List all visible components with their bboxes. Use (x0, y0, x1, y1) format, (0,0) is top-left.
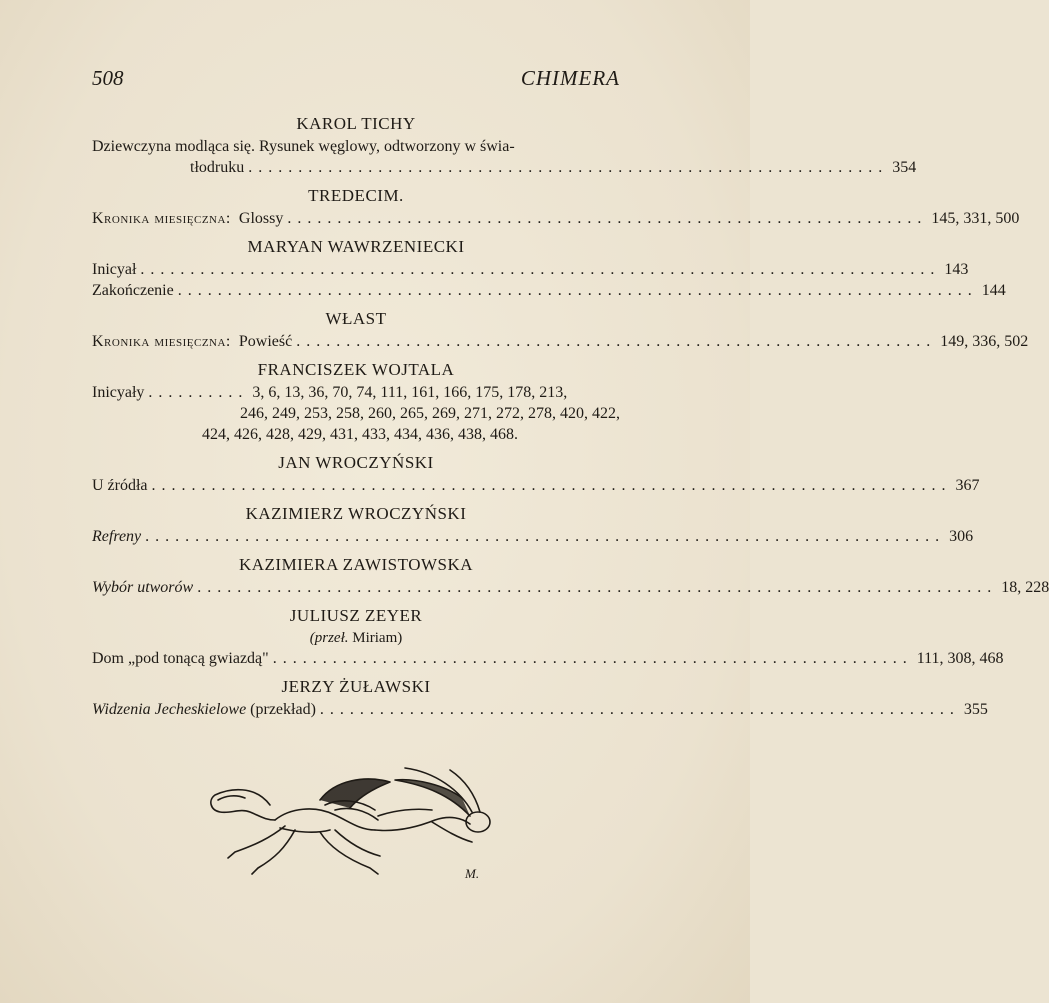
dot-leader: ................................................................ (272, 650, 913, 667)
index-row (92, 648, 1004, 669)
index-row (92, 577, 1049, 598)
translator-prefix: (przeł. (309, 630, 349, 646)
index-row (92, 331, 1029, 352)
author-heading: WŁAST (325, 309, 387, 328)
entry-label: Widzenia Jecheskielowe (92, 701, 247, 718)
entry-label: Glossy (238, 210, 284, 227)
dot-leader: ................................................................ (287, 210, 928, 227)
page-refs: 149, 336, 502 (940, 333, 1029, 350)
author-heading: FRANCISZEK WOJTALA (257, 360, 455, 379)
entry-label: Inicyał (92, 261, 137, 278)
page-refs: 144 (981, 282, 1006, 299)
page-refs: 143 (944, 261, 969, 278)
author-heading: TREDECIM. (308, 186, 404, 205)
section-prefix: Kronika miesięczna: (92, 210, 231, 227)
entry-label: Refreny (92, 528, 142, 545)
author-heading: JERZY ŻUŁAWSKI (281, 677, 431, 696)
entry-label: Powieść (238, 333, 293, 350)
dot-leader: ................................................................................ (140, 261, 941, 278)
page-refs-continued: 424, 426, 428, 429, 431, 433, 434, 436, 438, 468. (202, 426, 518, 443)
page-refs: 18, 228 (1001, 579, 1049, 596)
dot-leader: .......... (148, 384, 249, 401)
index-row (92, 208, 1020, 229)
artist-monogram: M. (465, 866, 480, 881)
page-refs: 3, 6, 13, 36, 70, 74, 111, 161, 166, 175, 178, 213, (252, 384, 568, 401)
index-row (92, 157, 917, 178)
winged-centaur-vignette-icon (200, 760, 520, 895)
entry-label: U źródła (92, 477, 148, 494)
author-heading: MARYAN WAWRZENIECKI (247, 237, 465, 256)
index-row (92, 280, 1006, 301)
entry-text: Dziewczyna modląca się. Rysunek węglowy, odtworzony w świa- (92, 138, 515, 155)
index-row (92, 526, 974, 547)
page-refs: 354 (892, 159, 917, 176)
entry-label: Zakończenie (92, 282, 174, 299)
entry-label-rest: (przekład) (250, 701, 316, 718)
author-heading: JULIUSZ ZEYER (289, 606, 423, 625)
entry-label: Inicyały (92, 384, 145, 401)
dot-leader: ................................................................................ (145, 528, 946, 545)
entry-label: tłodruku (190, 159, 245, 176)
author-heading: JAN WROCZYŃSKI (278, 453, 434, 472)
page-refs: 367 (955, 477, 980, 494)
author-heading: KAROL TICHY (296, 114, 416, 133)
page-refs: 145, 331, 500 (931, 210, 1020, 227)
journal-title: CHIMERA (520, 66, 620, 90)
dot-leader: ................................................................ (248, 159, 889, 176)
dot-leader: ................................................................ (296, 333, 937, 350)
author-heading: KAZIMIERA ZAWISTOWSKA (238, 555, 474, 574)
index-row (92, 259, 969, 280)
entry-label: Dom „pod tonącą gwiazdą" (92, 650, 269, 667)
author-heading: KAZIMIERZ WROCZYŃSKI (245, 504, 467, 523)
page-refs: 355 (963, 701, 988, 718)
index-row (92, 382, 620, 403)
index-row (92, 475, 980, 496)
section-prefix: Kronika miesięczna: (92, 333, 231, 350)
running-header (92, 66, 620, 96)
entry-label: Wybór utworów (92, 579, 194, 596)
page-number: 508 (92, 66, 124, 90)
translator-note (92, 628, 620, 648)
dot-leader: ................................................................ (319, 701, 960, 718)
page-refs: 306 (949, 528, 974, 545)
index-content (92, 112, 1049, 720)
page-refs: 111, 308, 468 (916, 650, 1004, 667)
index-row (92, 699, 988, 720)
translator-name: Miriam) (352, 630, 403, 646)
dot-leader: ................................................................................ (151, 477, 952, 494)
dot-leader: ................................................................................ (177, 282, 978, 299)
dot-leader: ................................................................................ (197, 579, 998, 596)
page-refs-continued: 246, 249, 253, 258, 260, 265, 269, 271, 272, 278, 420, 422, (240, 405, 620, 422)
